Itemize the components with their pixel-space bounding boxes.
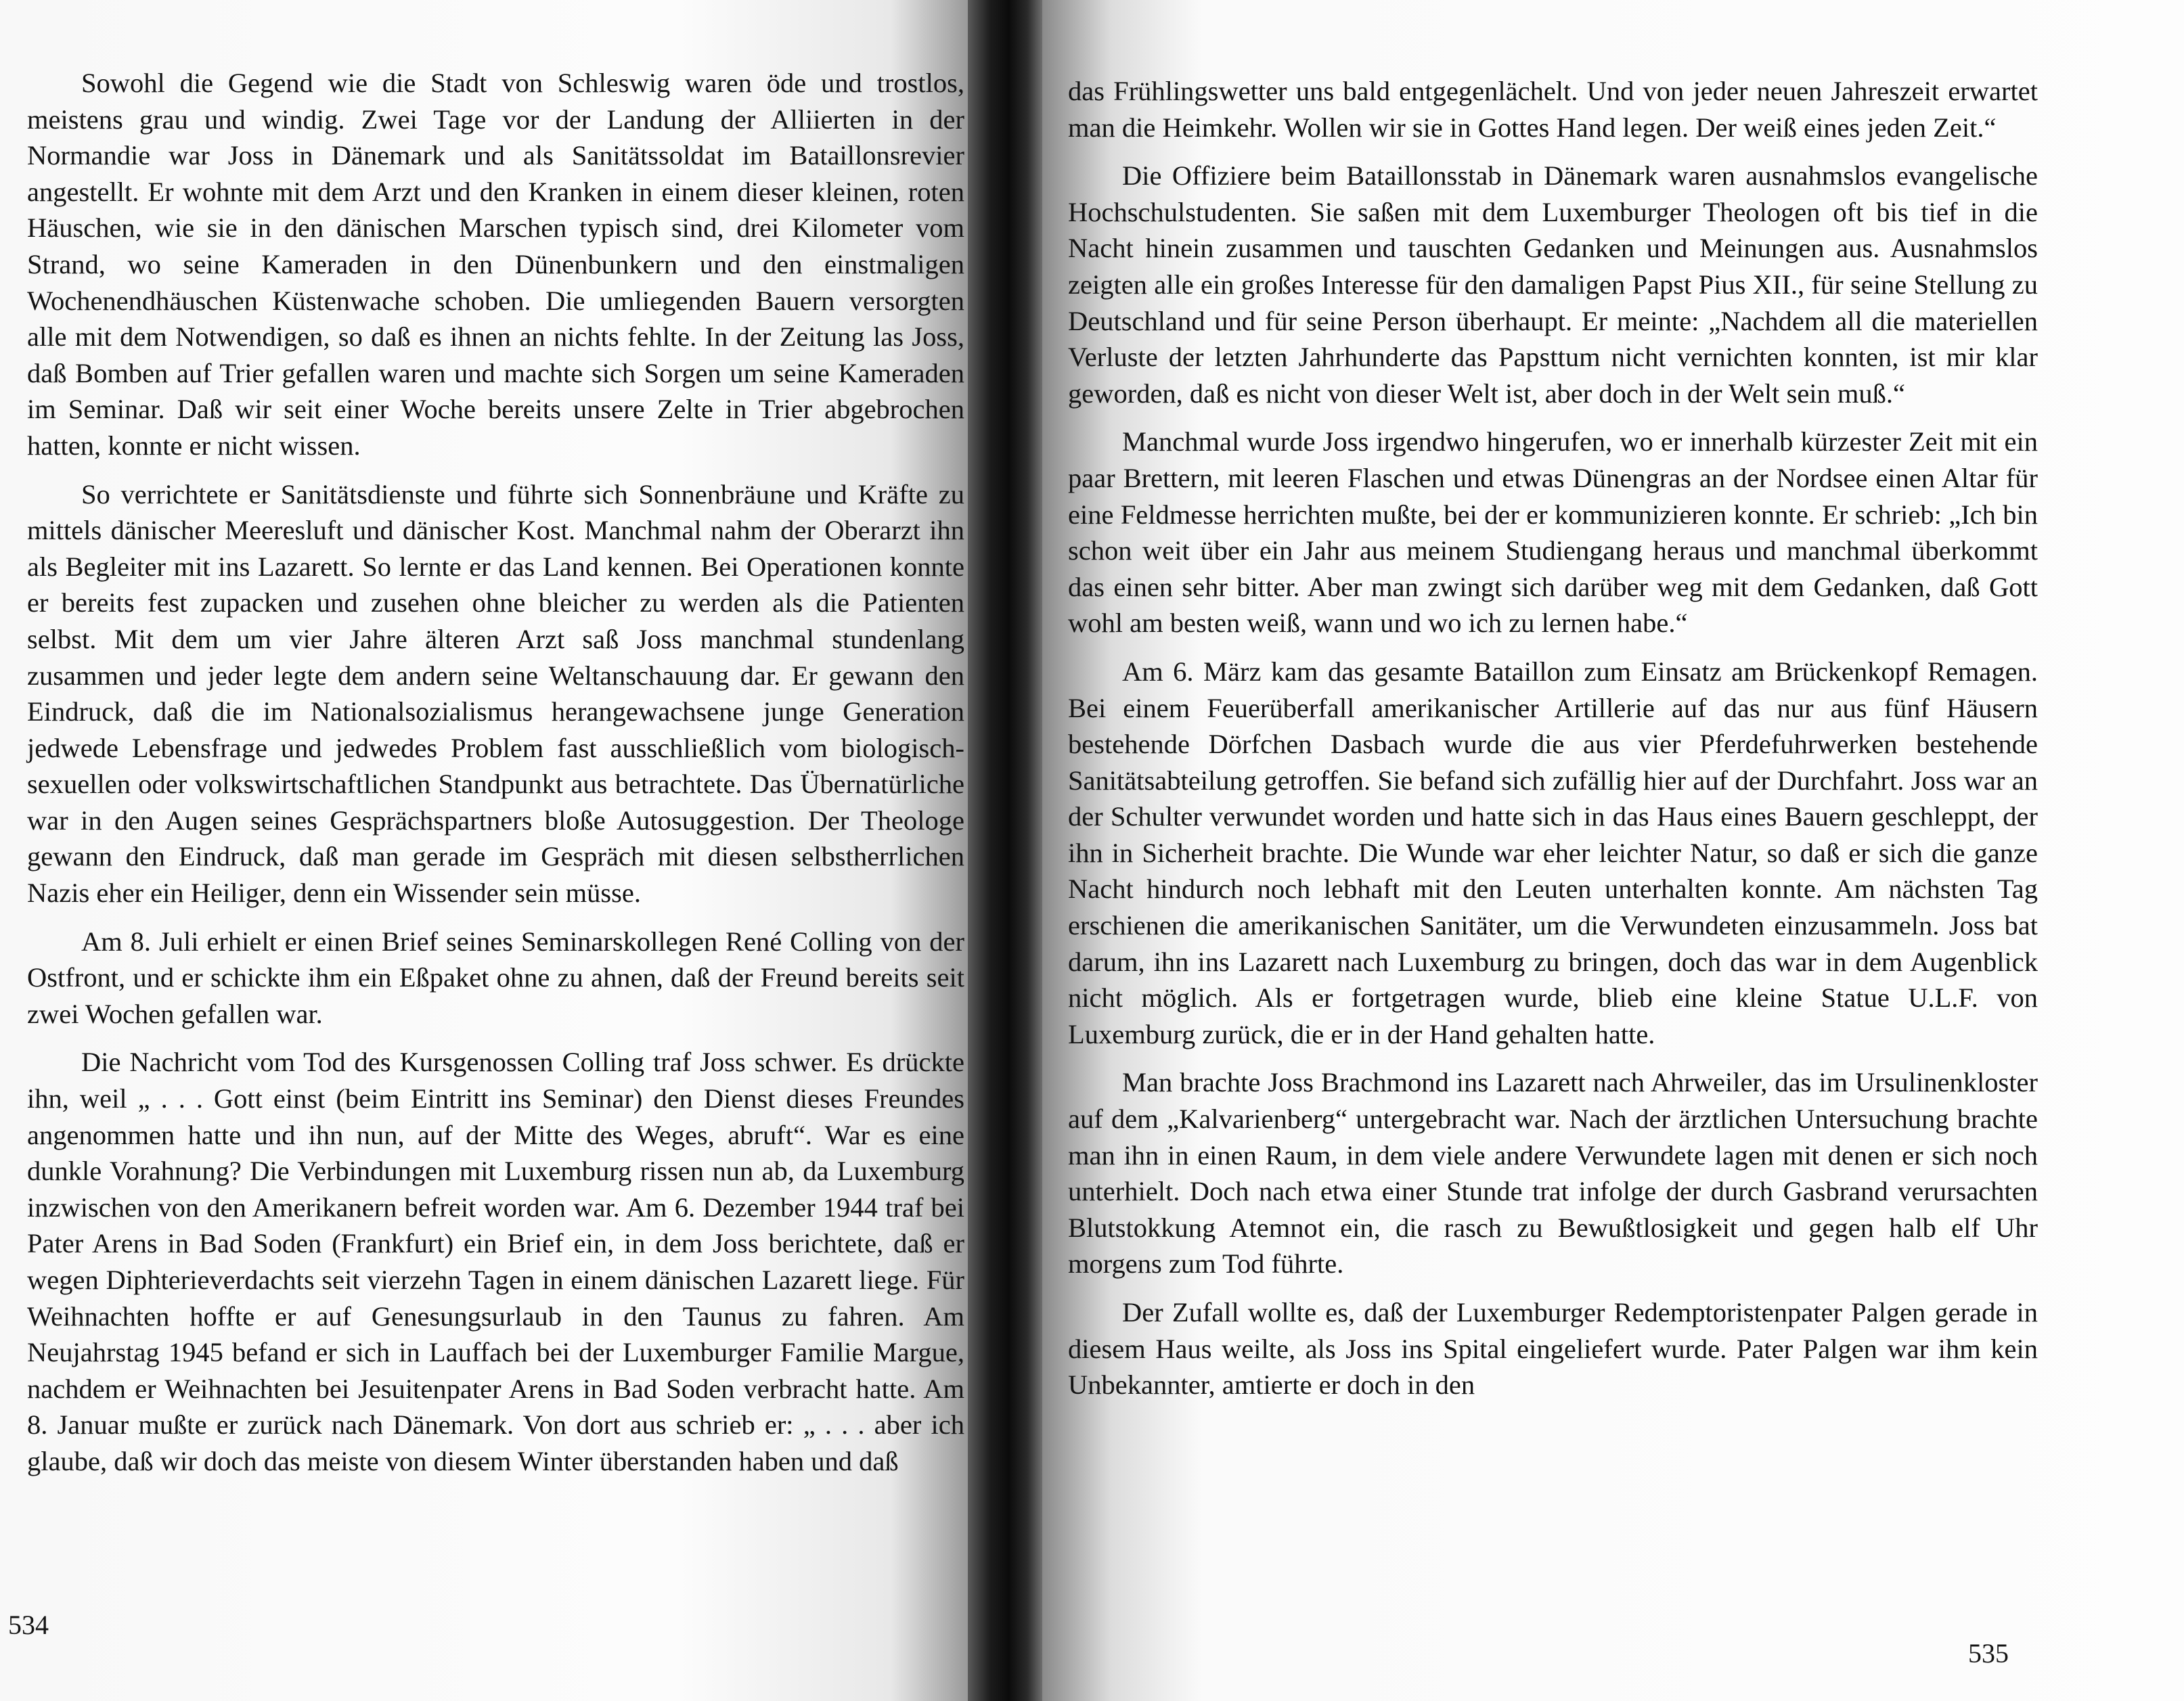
paragraph: Die Offiziere beim Bataillonsstab in Dänemark waren ausnahmslos evangelische Hochschulstudenten. Sie saßen mit dem Luxemburger Theologen oft bis tief in die Nacht hinein zusammen und tauschten Gedanken und Meinungen aus. Ausnahmslos zeigten alle ein großes Interesse für den damaligen Papst Pius XII., für seine Stellung zu Deutschland und für seine Person überhaupt. Er meinte: „Nachdem all die materiellen Verluste der letzten Jahrhunderte das Papsttum nicht vernichten konnten, ist mir klar geworden, daß es nicht von dieser Welt ist, aber doch in der Welt sein muß.“ bbox=[1068, 160, 2038, 409]
right-page-text bbox=[1068, 73, 2038, 1415]
paragraph: Die Nachricht vom Tod des Kursgenossen Colling traf Joss schwer. Es drückte ihn, weil „ . . . Gott einst (beim Eintritt ins Seminar) den Dienst dieses Freundes angenommen hatte und ihn nun, auf der Mitte des Weges, abruft“. War es eine dunkle Vorahnung? Die Verbindungen mit Luxemburg rissen nun ab, da Luxemburg inzwischen von den Amerikanern befreit worden war. Am 6. Dezember 1944 traf bei Pater Arens in Bad Soden (Frankfurt) ein Brief ein, in dem Joss berichtete, daß er wegen Diphterieverdachts seit vierzehn Tagen in einem dänischen Lazarett liege. Für Weihnachten hoffte er auf Genesungsurlaub in den Taunus zu fahren. Am Neujahrstag 1945 befand er sich in Lauffach bei der Luxemburger Familie Margue, nachdem er Weihnachten bei Jesuitenpater Arens in Bad Soden verbracht hatte. Am 8. Januar mußte er zurück nach Dänemark. Von dort aus schrieb er: „ . . . aber ich glaube, daß wir doch das meiste von diesem Winter überstanden haben und daß bbox=[27, 1047, 964, 1476]
paragraph: So verrichtete er Sanitätsdienste und führte sich Sonnenbräune und Kräfte zu mittels dänischer Meeresluft und dänischer Kost. Manchmal nahm der Oberarzt ihn als Begleiter mit ins Lazarett. So lernte er das Land kennen. Bei Operationen konnte er bereits fest zupacken und zusehen ohne bleicher zu werden als die Patienten selbst. Mit dem um vier Jahre älteren Arzt saß Joss manchmal stundenlang zusammen und jeder legte dem andern seine Weltanschauung dar. Er gewann den Eindruck, daß die im Nationalsozialismus herangewachsene junge Generation jedwede Lebensfrage und jedwedes Problem fast ausschließlich vom biologisch-sexuellen oder volkswirtschaftlichen Standpunkt aus betrachtete. Das Übernatürliche war in den Augen seines Gesprächspartners bloße Autosuggestion. Der Theologe gewann den Eindruck, daß man gerade im Gespräch mit diesen selbstherrlichen Nazis eher ein Heiliger, denn ein Wissender sein müsse. bbox=[27, 478, 964, 909]
paragraph: Sowohl die Gegend wie die Stadt von Schleswig waren öde und trostlos, meistens grau und windig. Zwei Tage vor der Landung der Alliierten in der Normandie war Joss in Dänemark und als Sanitätssoldat im Bataillonsrevier angestellt. Er wohnte mit dem Arzt und den Kranken in einem dieser kleinen, roten Häuschen, wie sie in den dänischen Marschen typisch sind, drei Kilometer vom Strand, wo seine Kameraden in den Dünenbunkern und den einstmaligen Wochenendhäuschen Küstenwache schoben. Die umliegenden Bauern versorgten alle mit dem Notwendigen, so daß es ihnen an nichts fehlte. In der Zeitung las Joss, daß Bomben auf Trier gefallen waren und machte sich Sorgen um seine Kameraden im Seminar. Daß wir seit einer Woche bereits unsere Zelte in Trier abgebrochen hatten, konnte er nicht wissen. bbox=[27, 68, 964, 461]
paragraph: das Frühlingswetter uns bald entgegenlächelt. Und von jeder neuen Jahreszeit erwartet man die Heimkehr. Wollen wir sie in Gottes Hand legen. Der weiß eines jeden Zeit.“ bbox=[1068, 76, 2038, 143]
paragraph: Manchmal wurde Joss irgendwo hingerufen, wo er innerhalb kürzester Zeit mit ein paar Brettern, mit leeren Flaschen und etwas Dünengras an der Nordsee einen Altar für eine Feldmesse herrichten mußte, bei der er kommunizieren konnte. Er schrieb: „Ich bin schon weit über ein Jahr aus meinem Studiengang heraus und manchmal überkommt das einen sehr bitter. Aber man zwingt sich darüber weg mit dem Gedanken, daß Gott wohl am besten weiß, wann und wo ich zu lernen habe.“ bbox=[1068, 426, 2038, 639]
page-number-right: 535 bbox=[1968, 1638, 2009, 1669]
book-gutter bbox=[968, 0, 1042, 1701]
paragraph: Am 6. März kam das gesamte Bataillon zum Einsatz am Brückenkopf Remagen. Bei einem Feuerüberfall amerikanischer Artillerie auf das nur aus fünf Häusern bestehende Dörfchen Dasbach wurde die aus vier Pferdefuhrwerken bestehende Sanitätsabteilung getroffen. Sie befand sich zufällig hier auf der Durchfahrt. Joss war an der Schulter verwundet worden und hatte sich in das Haus eines Bauern geschleppt, der ihn in Sicherheit brachte. Die Wunde war eher leichter Natur, so daß er sich die ganze Nacht hindurch noch lebhaft mit den Leuten unterhalten konnte. Am nächsten Tag erschienen die amerikanischen Sanitäter, um die Verwundeten einzusammeln. Joss bat darum, ihn ins Lazarett nach Luxemburg zu bringen, doch das war in dem Augenblick nicht möglich. Als er fortgetragen wurde, blieb eine kleine Statue U.L.F. von Luxemburg zurück, die er in der Hand gehalten hatte. bbox=[1068, 656, 2038, 1049]
paragraph: Am 8. Juli erhielt er einen Brief seines Seminarskollegen René Colling von der Ostfront, und er schickte ihm ein Eßpaket ohne zu ahnen, daß der Freund bereits seit zwei Wochen gefallen war. bbox=[27, 926, 964, 1029]
left-page-text bbox=[27, 65, 964, 1492]
paragraph: Der Zufall wollte es, daß der Luxemburger Redemptoristenpater Palgen gerade in diesem Haus weilte, als Joss ins Spital eingeliefert wurde. Pater Palgen war ihm kein Unbekannter, amtierte er doch in den bbox=[1068, 1297, 2038, 1401]
right-page bbox=[1042, 0, 2184, 1701]
paragraph: Man brachte Joss Brachmond ins Lazarett nach Ahrweiler, das im Ursulinenkloster auf dem „Kalvarienberg“ untergebracht war. Nach der ärztlichen Untersuchung brachte man ihn in einen Raum, in dem viele andere Verwundete lagen mit denen er sich noch unterhielt. Doch nach etwa einer Stunde trat infolge der durch Gasbrand verursachten Blutstokkung Atemnot ein, die rasch zu Bewußtlosigkeit und gegen halb elf Uhr morgens zum Tod führte. bbox=[1068, 1067, 2038, 1279]
left-page bbox=[0, 0, 968, 1701]
page-number-left: 534 bbox=[8, 1610, 49, 1640]
